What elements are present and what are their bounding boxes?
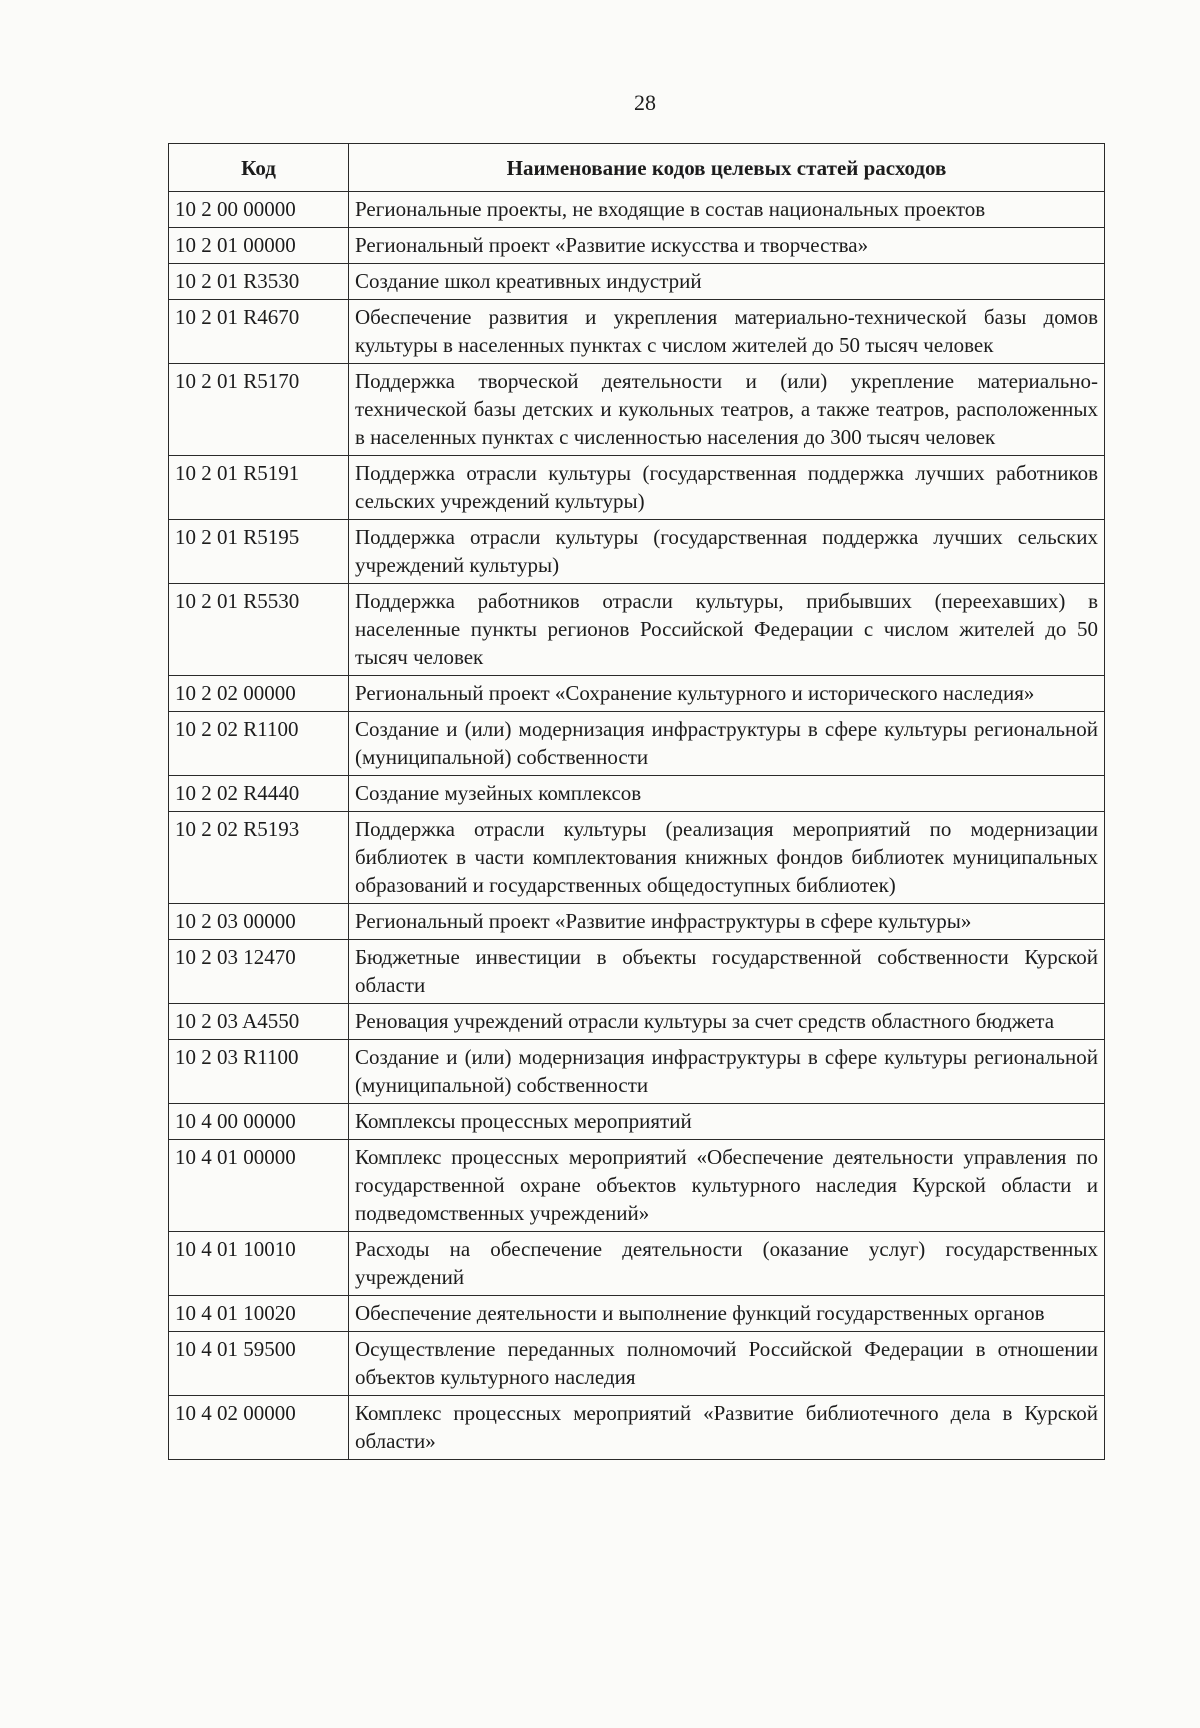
table-row (169, 904, 1105, 940)
row-name: Создание и (или) модернизация инфраструктуры в сфере культуры региональной (муниципальной) собственности (349, 712, 1105, 776)
table-row (169, 1232, 1105, 1296)
table-row (169, 1396, 1105, 1460)
row-name: Комплекс процессных мероприятий «Обеспечение деятельности управления по государственной охране объектов культурного наследия Курской области и подведомственных учреждений» (349, 1140, 1105, 1232)
row-code: 10 2 01 R4670 (169, 300, 349, 364)
row-code: 10 4 01 10010 (169, 1232, 349, 1296)
table-row (169, 584, 1105, 676)
table-row (169, 520, 1105, 584)
row-code: 10 2 01 R3530 (169, 264, 349, 300)
row-code: 10 4 02 00000 (169, 1396, 349, 1460)
row-code: 10 2 01 R5191 (169, 456, 349, 520)
table-row (169, 676, 1105, 712)
header-code: Код (169, 144, 349, 192)
row-name: Поддержка отрасли культуры (государственная поддержка лучших работников сельских учреждений культуры) (349, 456, 1105, 520)
row-code: 10 2 00 00000 (169, 192, 349, 228)
row-name: Комплексы процессных мероприятий (349, 1104, 1105, 1140)
table-row (169, 940, 1105, 1004)
row-code: 10 2 02 R4440 (169, 776, 349, 812)
table-row (169, 1140, 1105, 1232)
row-name: Реновация учреждений отрасли культуры за счет средств областного бюджета (349, 1004, 1105, 1040)
table-row (169, 812, 1105, 904)
row-name: Поддержка работников отрасли культуры, прибывших (переехавших) в населенные пункты регионов Российской Федерации с числом жителей до 50 тысяч человек (349, 584, 1105, 676)
row-code: 10 2 03 R1100 (169, 1040, 349, 1104)
row-code: 10 2 03 00000 (169, 904, 349, 940)
table-row (169, 456, 1105, 520)
row-name: Осуществление переданных полномочий Российской Федерации в отношении объектов культурного наследия (349, 1332, 1105, 1396)
row-name: Создание и (или) модернизация инфраструктуры в сфере культуры региональной (муниципальной) собственности (349, 1040, 1105, 1104)
row-code: 10 2 01 R5530 (169, 584, 349, 676)
table-row (169, 776, 1105, 812)
row-name: Поддержка отрасли культуры (реализация мероприятий по модернизации библиотек в части комплектования книжных фондов библиотек муниципальных образований и государственных общедоступных библиотек) (349, 812, 1105, 904)
table-row (169, 1332, 1105, 1396)
row-code: 10 2 01 R5170 (169, 364, 349, 456)
table-row (169, 1296, 1105, 1332)
row-name: Создание музейных комплексов (349, 776, 1105, 812)
table-row (169, 1004, 1105, 1040)
row-code: 10 2 03 12470 (169, 940, 349, 1004)
row-code: 10 2 02 00000 (169, 676, 349, 712)
table-row (169, 364, 1105, 456)
row-name: Региональные проекты, не входящие в состав национальных проектов (349, 192, 1105, 228)
row-code: 10 4 01 59500 (169, 1332, 349, 1396)
row-code: 10 2 01 00000 (169, 228, 349, 264)
row-name: Региональный проект «Развитие инфраструктуры в сфере культуры» (349, 904, 1105, 940)
row-code: 10 2 03 A4550 (169, 1004, 349, 1040)
header-name: Наименование кодов целевых статей расходов (349, 144, 1105, 192)
table-row (169, 712, 1105, 776)
row-code: 10 4 01 10020 (169, 1296, 349, 1332)
row-code: 10 2 02 R5193 (169, 812, 349, 904)
row-name: Бюджетные инвестиции в объекты государственной собственности Курской области (349, 940, 1105, 1004)
row-name: Региональный проект «Развитие искусства и творчества» (349, 228, 1105, 264)
row-name: Комплекс процессных мероприятий «Развитие библиотечного дела в Курской области» (349, 1396, 1105, 1460)
table-header-row (169, 144, 1105, 192)
row-name: Обеспечение деятельности и выполнение функций государственных органов (349, 1296, 1105, 1332)
budget-codes-table (168, 143, 1105, 1460)
row-code: 10 2 01 R5195 (169, 520, 349, 584)
row-name: Региональный проект «Сохранение культурного и исторического наследия» (349, 676, 1105, 712)
table-row (169, 264, 1105, 300)
table-body (169, 192, 1105, 1460)
row-code: 10 4 01 00000 (169, 1140, 349, 1232)
table-row (169, 228, 1105, 264)
row-code: 10 4 00 00000 (169, 1104, 349, 1140)
table-row (169, 300, 1105, 364)
row-name: Обеспечение развития и укрепления материально-технической базы домов культуры в населенных пунктах с числом жителей до 50 тысяч человек (349, 300, 1105, 364)
table-row (169, 192, 1105, 228)
row-name: Поддержка отрасли культуры (государственная поддержка лучших сельских учреждений культуры) (349, 520, 1105, 584)
row-name: Расходы на обеспечение деятельности (оказание услуг) государственных учреждений (349, 1232, 1105, 1296)
row-name: Поддержка творческой деятельности и (или) укрепление материально-технической базы детских и кукольных театров, а также театров, расположенных в населенных пунктах с численностью населения до 300 тысяч человек (349, 364, 1105, 456)
row-code: 10 2 02 R1100 (169, 712, 349, 776)
table-row (169, 1040, 1105, 1104)
page-number: 28 (634, 90, 656, 115)
row-name: Создание школ креативных индустрий (349, 264, 1105, 300)
table-row (169, 1104, 1105, 1140)
